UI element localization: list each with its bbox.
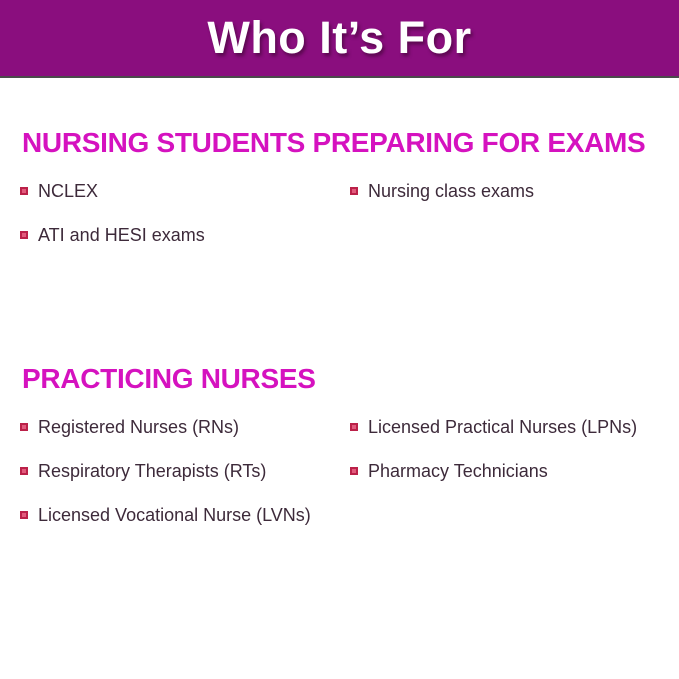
- list-item-label: Nursing class exams: [368, 180, 535, 201]
- list-item: [20, 504, 350, 526]
- bullet-column-1: [350, 416, 661, 548]
- list-item: [20, 460, 350, 482]
- list-item: [350, 460, 661, 482]
- bullet-square-icon: [20, 187, 28, 195]
- bullet-square-icon: [20, 511, 28, 519]
- section-1: [22, 362, 661, 548]
- list-item: [20, 180, 350, 202]
- bullet-square-icon: [350, 423, 358, 431]
- bullet-columns: [20, 416, 661, 548]
- list-item-label: Licensed Practical Nurses (LPNs): [368, 416, 638, 437]
- bullet-column-1: [350, 180, 661, 268]
- list-item-label: Licensed Vocational Nurse (LVNs): [38, 504, 311, 525]
- list-item: [20, 224, 350, 246]
- list-item-label: Pharmacy Technicians: [368, 460, 548, 481]
- page-title: Who It’s For: [207, 12, 472, 63]
- section-heading: PRACTICING NURSES: [22, 363, 316, 394]
- bullet-square-icon: [20, 423, 28, 431]
- section-heading: NURSING STUDENTS PREPARING FOR EXAMS: [22, 127, 646, 158]
- section-0: [22, 126, 661, 268]
- bullet-square-icon: [20, 467, 28, 475]
- header-bar: [0, 0, 679, 78]
- list-item: [350, 180, 661, 202]
- bullet-column-0: [20, 180, 350, 268]
- bullet-square-icon: [350, 467, 358, 475]
- list-item: [20, 416, 350, 438]
- list-item-label: Respiratory Therapists (RTs): [38, 460, 267, 481]
- bullet-column-0: [20, 416, 350, 548]
- bullet-square-icon: [350, 187, 358, 195]
- list-item: [350, 416, 661, 438]
- bullet-columns: [20, 180, 661, 268]
- bullet-square-icon: [20, 231, 28, 239]
- list-item-label: ATI and HESI exams: [38, 224, 205, 245]
- list-item-label: Registered Nurses (RNs): [38, 416, 240, 437]
- list-item-label: NCLEX: [38, 180, 99, 201]
